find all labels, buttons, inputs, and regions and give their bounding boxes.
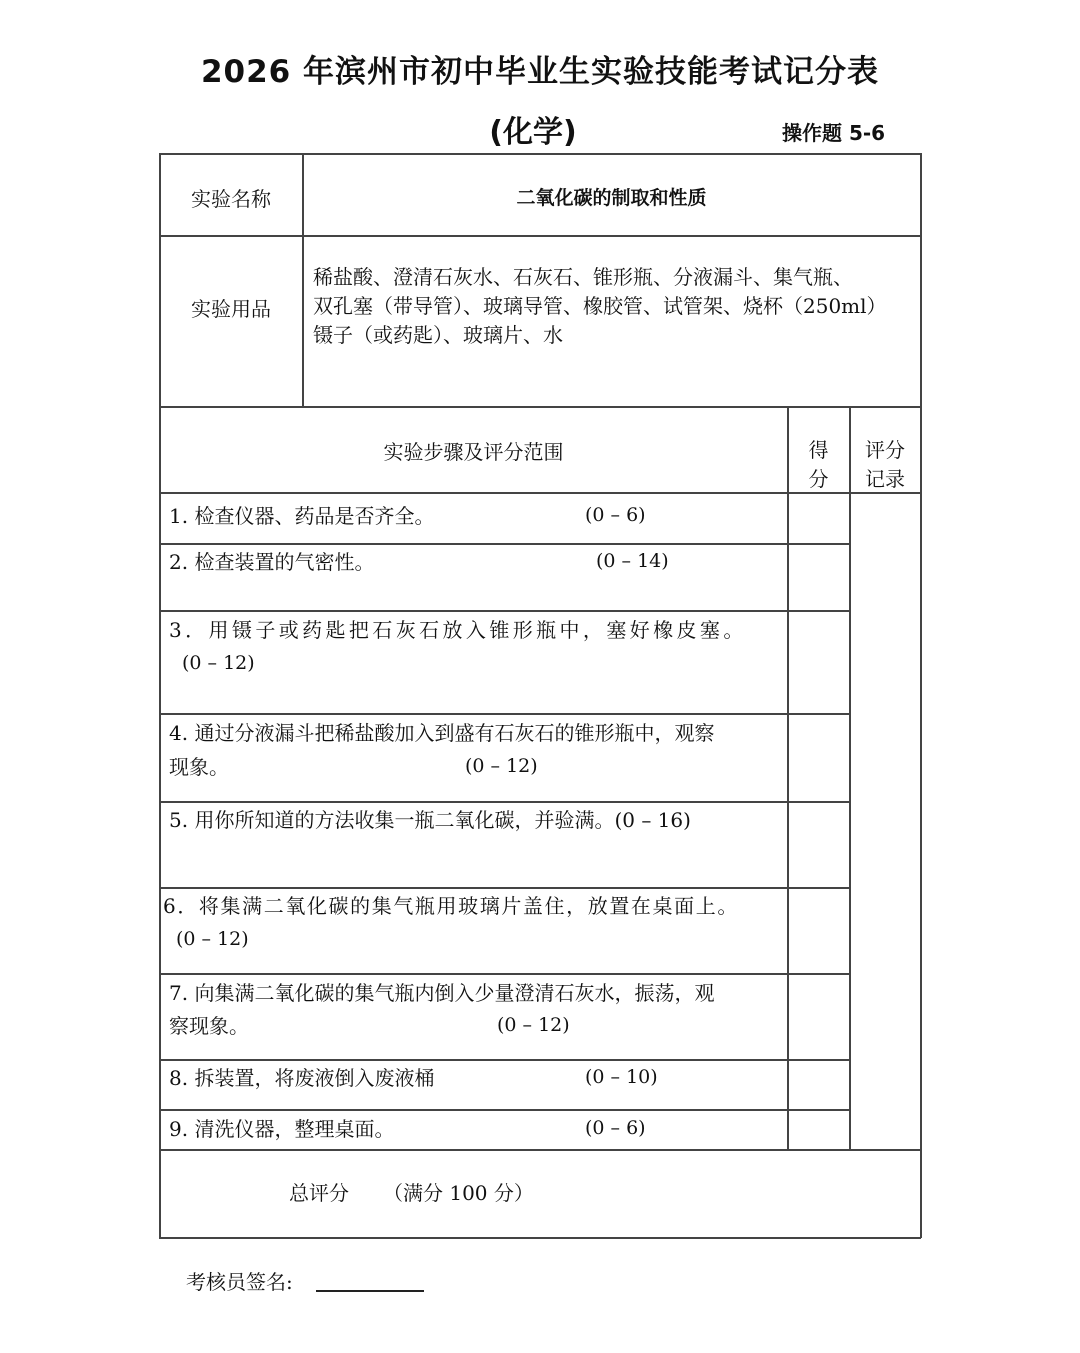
steps-header: 实验步骤及评分范围 bbox=[383, 440, 564, 464]
step-4-range: (0 – 12) bbox=[465, 755, 538, 777]
step-9-range: (0 – 6) bbox=[585, 1117, 646, 1139]
row-divider bbox=[159, 1059, 850, 1061]
row-divider bbox=[159, 713, 850, 715]
supplies-line: 双孔塞（带导管）、玻璃导管、橡胶管、试管架、烧杯（250ml） bbox=[313, 294, 887, 318]
record-header-line: 评分 bbox=[865, 438, 905, 462]
supplies-line: 镊子（或药匙）、玻璃片、水 bbox=[313, 323, 563, 347]
row-divider bbox=[159, 235, 921, 237]
record-header bbox=[850, 436, 920, 494]
step-2-text: 2. 检查装置的气密性。 bbox=[169, 550, 375, 574]
examiner-signature-label: 考核员签名: bbox=[186, 1270, 293, 1294]
step-7-text: 7. 向集满二氧化碳的集气瓶内倒入少量澄清石灰水，振荡，观 bbox=[169, 981, 715, 1005]
row-divider bbox=[159, 610, 850, 612]
examiner-signature-line[interactable] bbox=[316, 1290, 424, 1292]
row-divider bbox=[159, 1149, 921, 1151]
table-border-top bbox=[159, 153, 921, 155]
row-divider bbox=[159, 406, 921, 408]
row-divider bbox=[159, 973, 850, 975]
supplies-label: 实验用品 bbox=[191, 297, 271, 321]
step-1-range: (0 – 6) bbox=[585, 504, 646, 526]
record-col-divider bbox=[849, 406, 851, 1150]
row-divider bbox=[159, 801, 850, 803]
step-5-text: 5. 用你所知道的方法收集一瓶二氧化碳，并验满。(0 – 16) bbox=[169, 808, 691, 832]
row-divider bbox=[159, 887, 850, 889]
step-3-range: (0 – 12) bbox=[182, 652, 255, 674]
page-title: 2026 年滨州市初中毕业生实验技能考试记分表 bbox=[200, 54, 880, 90]
experiment-name-value: 二氧化碳的制取和性质 bbox=[516, 187, 707, 209]
step-2-range: (0 – 14) bbox=[596, 550, 669, 572]
row-divider bbox=[159, 1109, 850, 1111]
step-6-range: (0 – 12) bbox=[176, 928, 249, 950]
supplies-list bbox=[313, 263, 913, 350]
total-score-label: 总评分 bbox=[289, 1181, 349, 1205]
step-3-text: 3．用镊子或药匙把石灰石放入锥形瓶中，塞好橡皮塞。 bbox=[169, 618, 747, 642]
step-6-text: 6．将集满二氧化碳的集气瓶用玻璃片盖住，放置在桌面上。 bbox=[163, 894, 739, 918]
operation-number: 操作题 5-6 bbox=[782, 121, 886, 145]
total-score-note: （满分 100 分） bbox=[383, 1181, 534, 1205]
step-7-text-cont: 察现象。 bbox=[169, 1014, 249, 1038]
step-1-text: 1. 检查仪器、药品是否齐全。 bbox=[169, 504, 435, 528]
step-9-text: 9. 清洗仪器，整理桌面。 bbox=[169, 1117, 395, 1141]
supplies-line: 稀盐酸、澄清石灰水、石灰石、锥形瓶、分液漏斗、集气瓶、 bbox=[313, 265, 853, 289]
table-border-right bbox=[920, 153, 922, 1238]
page-subtitle: (化学) bbox=[489, 115, 577, 150]
score-col-divider bbox=[787, 406, 789, 1150]
score-header-line: 得 bbox=[808, 438, 829, 462]
score-header-line: 分 bbox=[808, 467, 829, 491]
experiment-name-label: 实验名称 bbox=[191, 187, 271, 211]
step-7-range: (0 – 12) bbox=[497, 1014, 570, 1036]
table-border-bottom bbox=[159, 1237, 921, 1239]
step-4-text: 4. 通过分液漏斗把稀盐酸加入到盛有石灰石的锥形瓶中，观察 bbox=[169, 721, 715, 745]
record-header-line: 记录 bbox=[865, 467, 905, 491]
row-divider bbox=[159, 543, 850, 545]
step-4-text-cont: 现象。 bbox=[169, 755, 229, 779]
step-8-text: 8. 拆装置，将废液倒入废液桶 bbox=[169, 1066, 435, 1090]
step-8-range: (0 – 10) bbox=[585, 1066, 658, 1088]
score-header bbox=[788, 436, 849, 494]
